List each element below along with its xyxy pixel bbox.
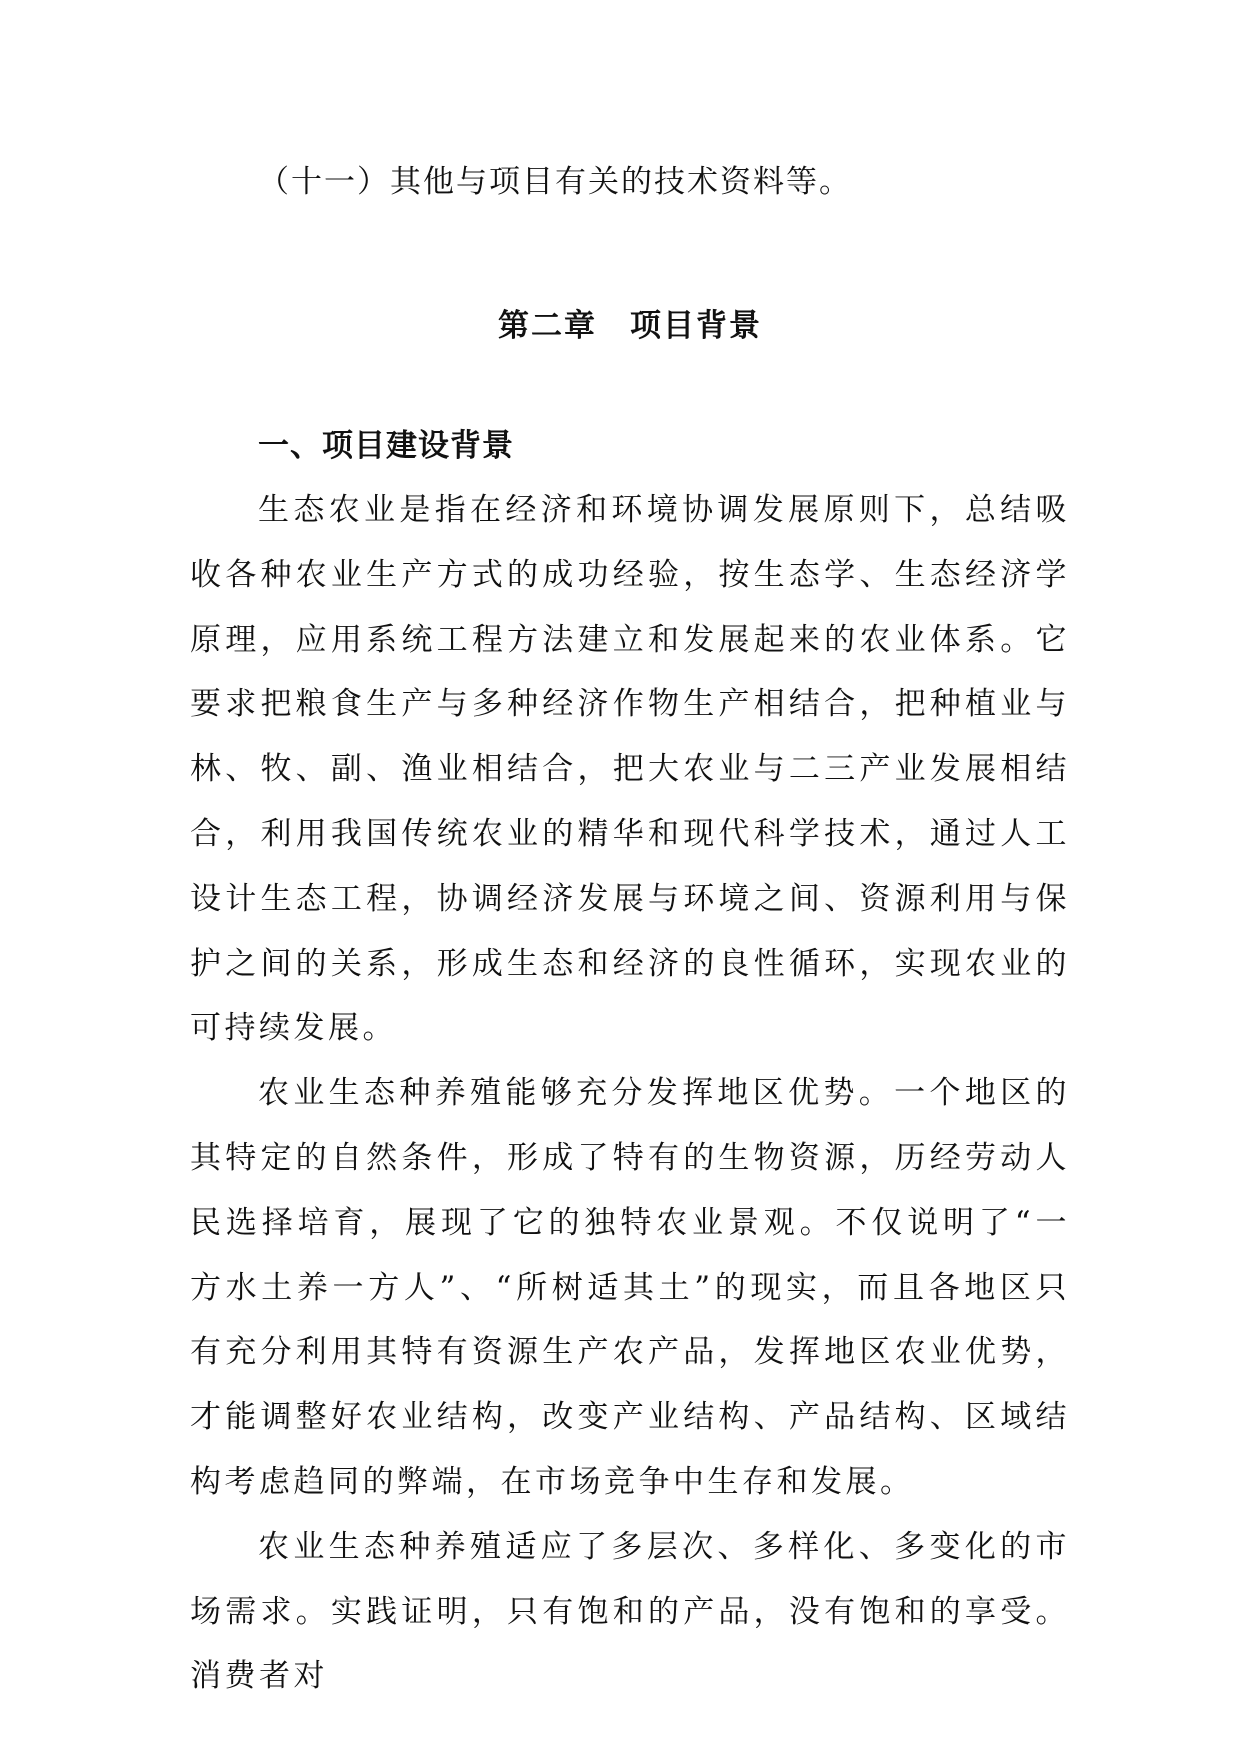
- chapter-title: 第二章 项目背景: [498, 308, 762, 344]
- list-item: （十一）其他与项目有关的技术资料等。: [258, 164, 852, 200]
- paragraph-3: 农业生态种养殖适应了多层次、多样化、多变化的市场需求。实践证明，只有饱和的产品，没有饱和的享受。消费者对: [190, 1528, 1070, 1695]
- section-heading: 一、项目建设背景: [258, 428, 514, 464]
- paragraph-2: 农业生态种养殖能够充分发挥地区优势。一个地区的其特定的自然条件，形成了特有的生物资源，历经劳动人民选择培育，展现了它的独特农业景观。不仅说明了“一方水土养一方人”、“所树适其土”的现实，而且各地区只有充分利用其特有资源生产农产品，发挥地区农业优势，才能调整好农业结构，改变产业结构、产品结构、区域结构考虑趋同的弊端，在市场竞争中生存和发展。: [190, 1075, 1070, 1500]
- document-body: [190, 150, 1070, 1709]
- paragraph-1: 生态农业是指在经济和环境协调发展原则下，总结吸收各种农业生产方式的成功经验，按生态学、生态经济学原理，应用系统工程方法建立和发展起来的农业体系。它要求把粮食生产与多种经济作物生产相结合，把种植业与林、牧、副、渔业相结合，把大农业与二三产业发展相结合，利用我国传统农业的精华和现代科学技术，通过人工设计生态工程，协调经济发展与环境之间、资源利用与保护之间的关系，形成生态和经济的良性循环，实现农业的可持续发展。: [190, 492, 1070, 1047]
